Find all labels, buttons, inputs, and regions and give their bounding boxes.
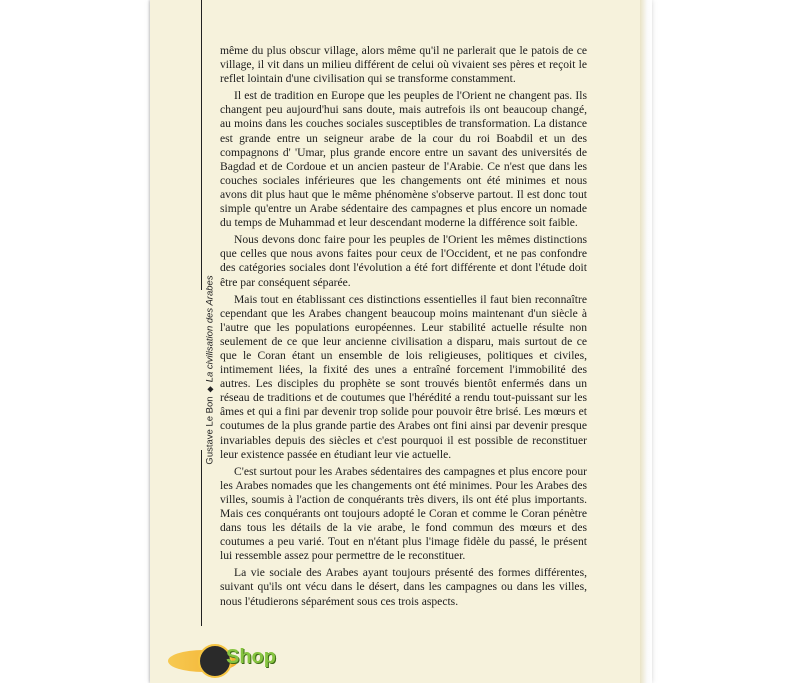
body-text (220, 44, 587, 612)
running-head-separator: ◆ (205, 386, 215, 393)
running-head-author: Gustave Le Bon (204, 396, 216, 465)
shop-logo (168, 640, 298, 678)
running-head (205, 275, 216, 464)
margin-rule-top (201, 0, 202, 290)
running-head-book-title: La civilisation des Arabes (204, 275, 216, 383)
paragraph: Il est de tradition en Europe que les peuples de l'Orient ne changent pas. Ils changent peu aujourd'hui sans doute, mais autrefois ils ont beaucoup changé, au moins dans les couches sociales susceptibles de transformation. La distance est grande entre un seigneur arabe de la cour du roi Boabdil et un des compagnons d' 'Umar, plus grande encore entre un savant des universités de Bagdad et de Cordoue et un ancien pasteur de l'Arabie. Ce n'est que dans les couches sociales inférieures que les changements ont été minimes et nous avons dit plus haut que le même phénomène s'observe partout. Il est donc tout simple qu'entre un Arabe sédentaire des campagnes et plus encore un nomade du temps de Muhammad et leur descendant moderne la différence soit faible. (220, 89, 587, 230)
logo-text: Shop (226, 646, 276, 668)
page-edge (640, 0, 652, 683)
paragraph: Nous devons donc faire pour les peuples de l'Orient les mêmes distinctions que celles que nous avons faites pour ceux de l'Occident, et ne pas confondre des catégories sociales dont l'évolution a été fort différente et dont l'étude doit être par conséquent séparée. (220, 233, 587, 289)
paragraph: Mais tout en établissant ces distinctions essentielles il faut bien reconnaître cependant que les Arabes changent beaucoup moins maintenant d'un siècle à l'autre que les populations européennes. Leur stabilité actuelle résulte non seulement de ce que leur ancienne civilisation a disparu, mais surtout de ce que le Coran étant un ensemble de lois religieuses, politiques et civiles, intimement liées, la fixité des unes a entraîné forcement l'immobilité des autres. Les disciples du prophète se sont trouvés bientôt enfermés dans un réseau de traditions et de coutumes que l'hérédité a rendu tout-puissant sur les âmes et qui a fini par devenir trop solide pour pouvoir être brisé. Les mœurs et coutumes de la plus grande partie des Arabes ont fini ainsi par devenir presque invariables depuis des siècles et c'est pourquoi il est possible de reconstituer leur existence passée en étudiant leur vie actuelle. (220, 292, 587, 461)
margin-rule-bottom (201, 450, 202, 626)
paragraph: C'est surtout pour les Arabes sédentaires des campagnes et plus encore pour les Arabes nomades que les changements ont été minimes. Pour les Arabes des villes, soumis à l'action de conquérants très divers, ils ont été plus importants. Mais ces conquérants ont toujours adopté le Coran et comme le Coran pénètre dans tous les détails de la vie arabe, le fond commun des mœurs et des coutumes a peu varié. Tout en n'étant plus l'image fidèle du passé, le présent lui ressemble assez pour permettre de le reconstituer. (220, 464, 587, 563)
paragraph: même du plus obscur village, alors même qu'il ne parlerait que le patois de ce village, il vit dans un milieu différent de celui où vivaient ses pères et reçoit le reflet lointain d'une civilisation qui se transforme constamment. (220, 44, 587, 86)
paragraph: La vie sociale des Arabes ayant toujours présenté des formes différentes, suivant qu'ils ont vécu dans le désert, dans les campagnes ou dans les villes, nous l'étudierons séparément sous ces trois aspects. (220, 566, 587, 608)
